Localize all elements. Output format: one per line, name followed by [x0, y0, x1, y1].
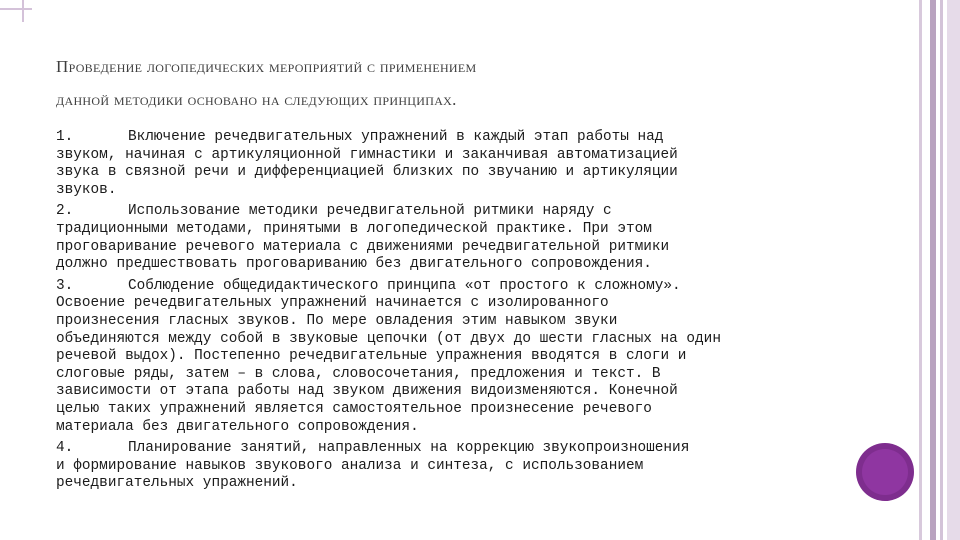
right-rail-stripe [940, 0, 943, 540]
principle-line: Освоение речедвигательных упражнений начинается с изолированного [56, 295, 609, 312]
slide-title-line: Проведение логопедических мероприятий с применением [56, 57, 477, 76]
principle-line: проговаривание речевого материала с движениями речедвигательной ритмики [56, 238, 670, 255]
principle-line: звуков. [56, 181, 117, 198]
principle-line: произнесения гласных звуков. По мере овладения этим навыком звуки [56, 312, 618, 329]
principle-line: звука в связной речи и дифференциацией близких по звучанию и артикуляции [56, 164, 678, 181]
principle-item [56, 278, 826, 436]
principle-line: целью таких упражнений является самостоятельное произнесение речевого [56, 400, 652, 417]
corner-decoration-vertical [22, 0, 24, 22]
principle-first-line [56, 440, 826, 458]
slide-title [56, 50, 876, 116]
slide-title-line: данной методики основано на следующих принципах. [56, 90, 457, 109]
principle-line: Использование методики речедвигательной ритмики наряду с [128, 203, 612, 220]
principle-line: слоговые ряды, затем – в слова, словосочетания, предложения и текст. В [56, 365, 661, 382]
principle-first-line [56, 129, 826, 147]
principle-line: объединяются между собой в звуковые цепочки (от двух до шести гласных на один [56, 330, 721, 347]
principle-number: 1. [56, 129, 74, 145]
principle-line: материала без двигательного сопровождения. [56, 418, 419, 435]
right-rail-stripe [930, 0, 936, 540]
principle-item [56, 440, 826, 493]
accent-circle [856, 443, 914, 501]
principle-line: Соблюдение общедидактического принципа «от простого к сложному». [128, 277, 681, 294]
principle-line: звуком, начиная с артикуляционной гимнастики и заканчивая автоматизацией [56, 146, 678, 163]
right-rail-stripe [919, 0, 922, 540]
principle-number: 4. [56, 440, 74, 457]
accent-circle-inner [862, 449, 908, 495]
principle-first-line [56, 203, 826, 221]
principle-line: Включение речедвигательных упражнений в каждый этап работы над [128, 129, 664, 145]
principle-item [56, 129, 826, 199]
principle-line: должно предшествовать проговариванию без двигательного сопровождения. [56, 256, 652, 273]
principle-line: и формирование навыков звукового анализа и синтеза, с использованием [56, 457, 644, 474]
principle-item [56, 203, 826, 273]
principle-line: традиционными методами, принятыми в логопедической практике. При этом [56, 220, 652, 237]
principle-line: Планирование занятий, направленных на коррекцию звукопроизношения [128, 440, 690, 457]
principle-number: 2. [56, 203, 74, 220]
principle-number: 3. [56, 277, 74, 294]
principle-line: речедвигательных упражнений. [56, 475, 298, 492]
principle-line: речевой выдох). Постепенно речедвигательные упражнения вводятся в слоги и [56, 348, 687, 365]
principle-line: зависимости от этапа работы над звуком движения видоизменяются. Конечной [56, 383, 678, 400]
right-rail-stripe [947, 0, 960, 540]
principles-list [56, 129, 826, 497]
corner-decoration-horizontal [0, 8, 32, 10]
principle-first-line [56, 278, 826, 296]
